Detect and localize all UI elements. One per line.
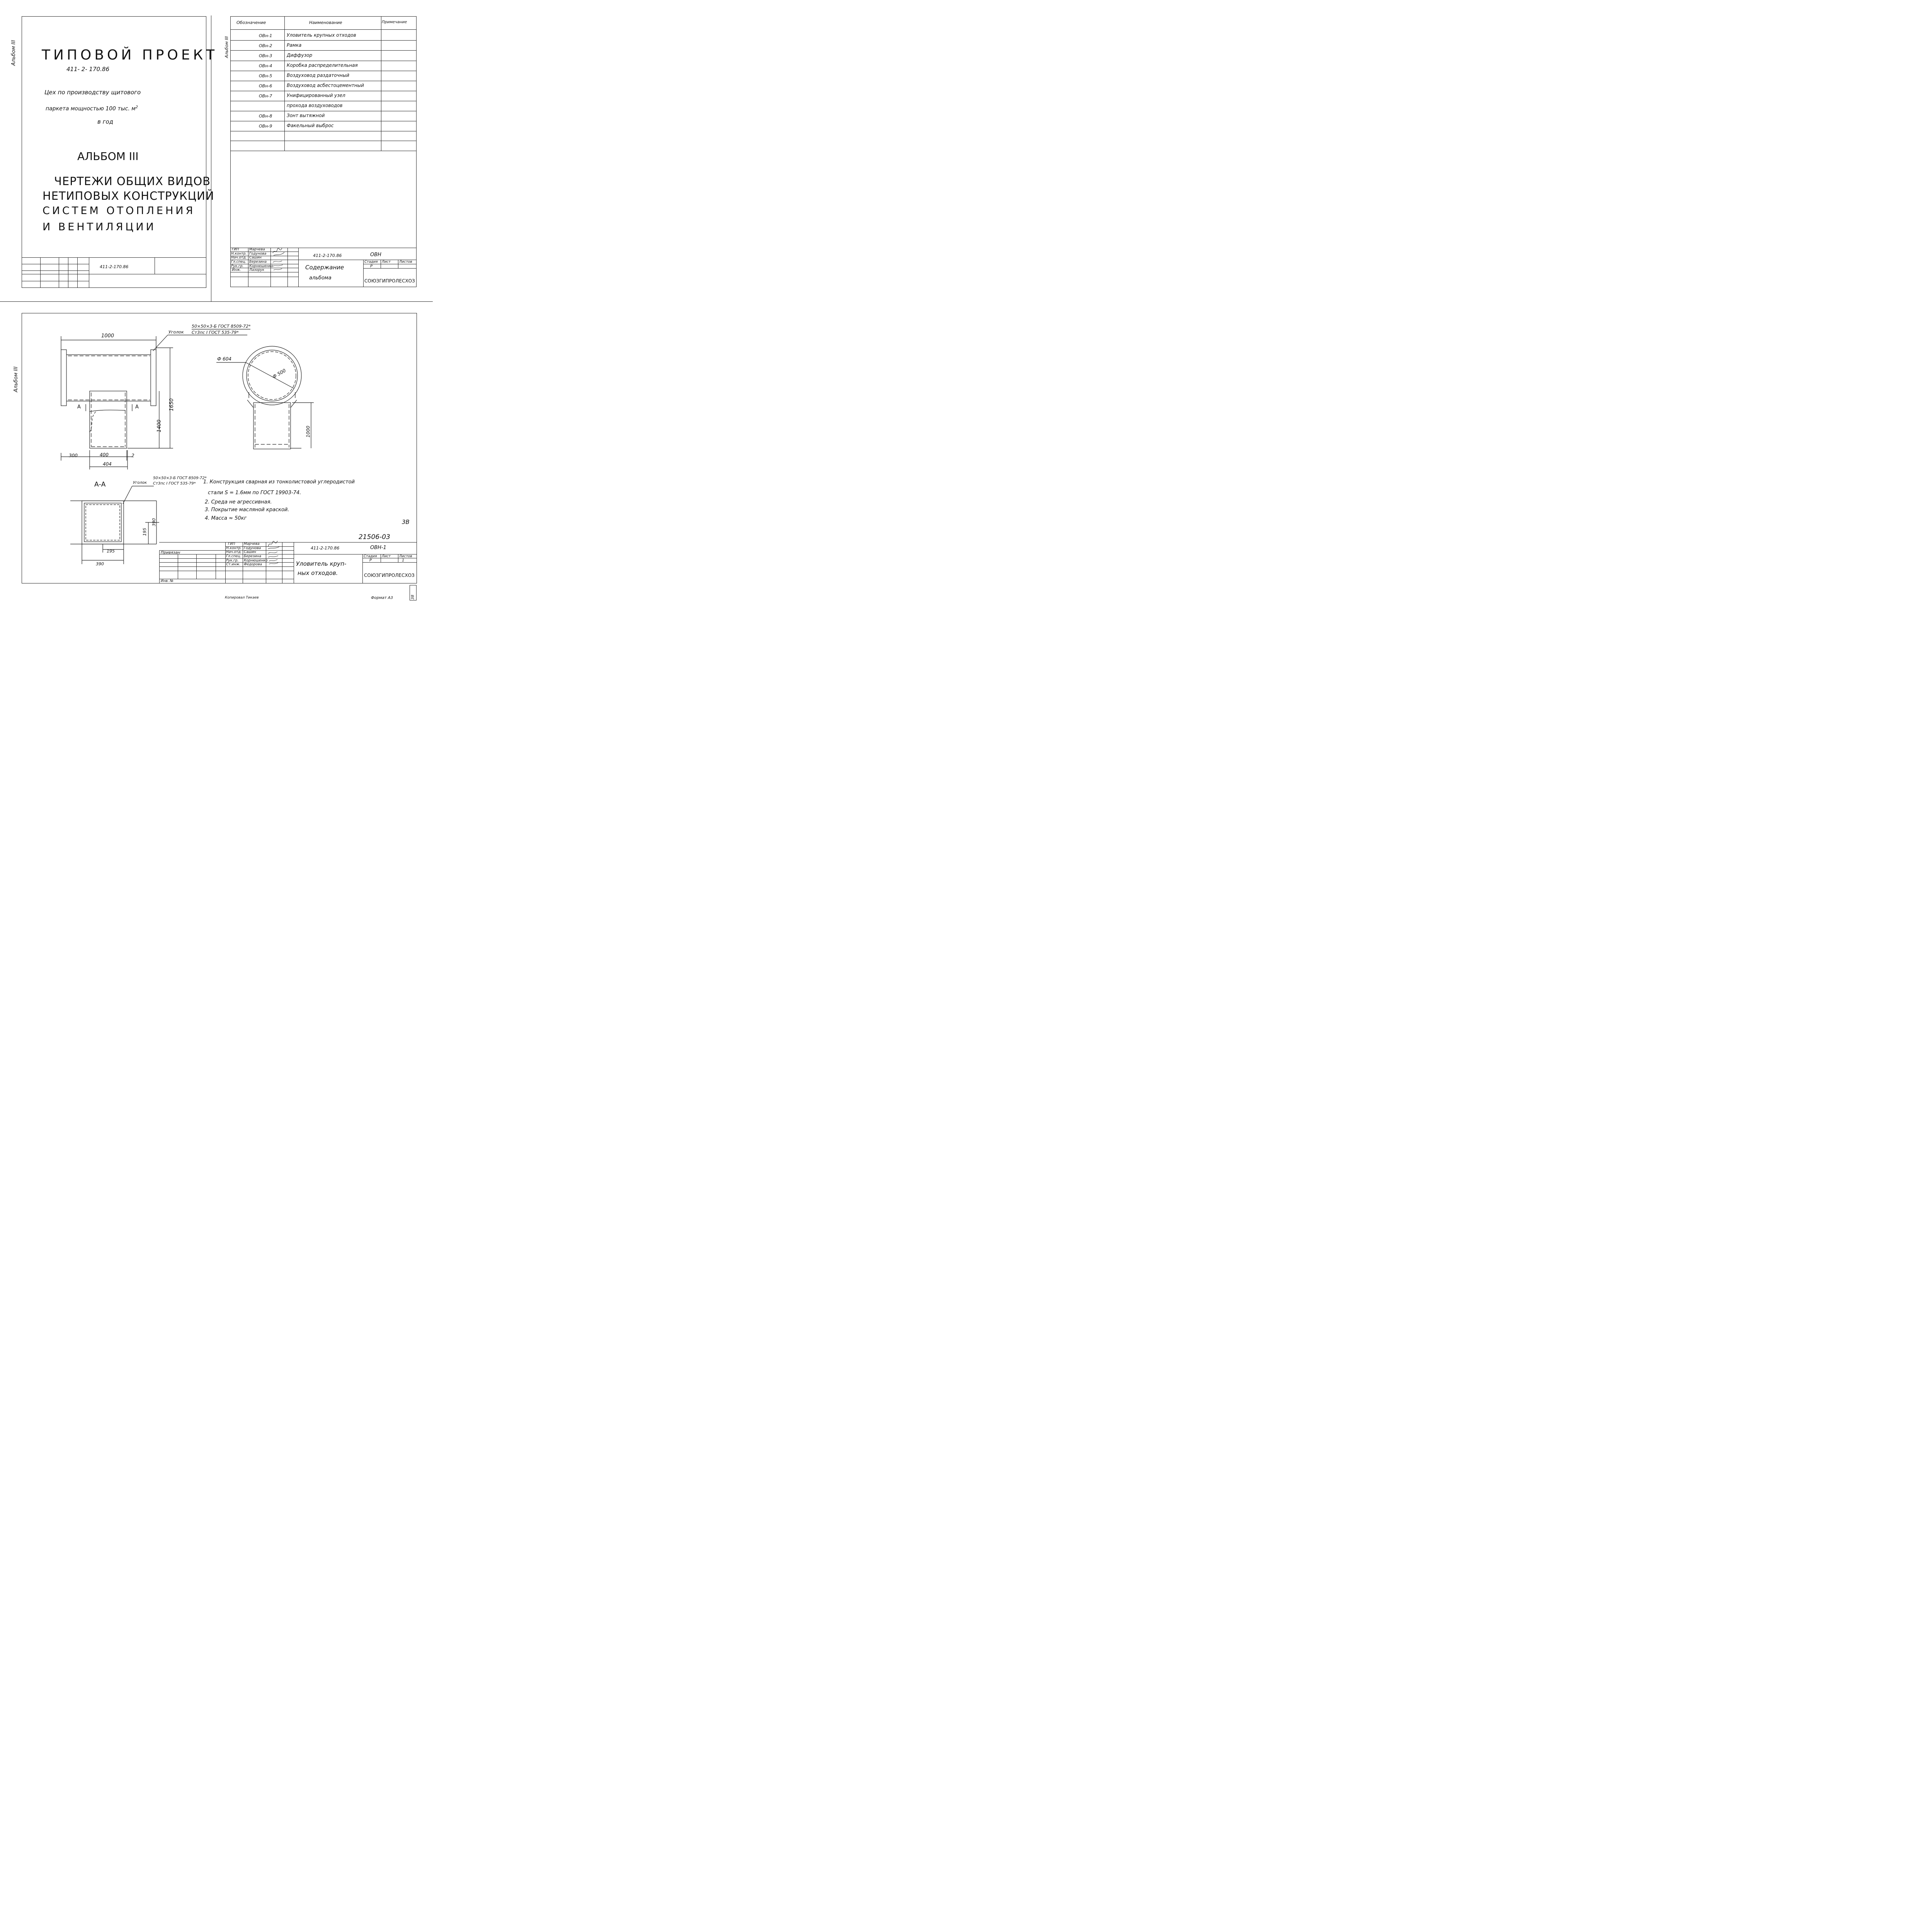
note-1: 1. Конструкция сварная из тонколистовой углеродистой (203, 479, 355, 485)
angle-spec-2-line2: Ст3пс I ГОСТ 535-79* (153, 481, 196, 486)
angle-spec-1-line1: 50×50×3-Б ГОСТ 8509-72* (192, 324, 251, 329)
drawing-album-side-label: Альбом III (13, 366, 19, 392)
contents-row-name: Унифицированный узел (287, 93, 345, 98)
dim-404: 404 (103, 461, 112, 467)
drawing-stamp-stage: Р (369, 558, 372, 563)
contents-row-name: Зонт вытяжной (287, 113, 325, 118)
contents-row-code: ОВн-1 (259, 33, 272, 38)
sheet-mark: 3В (402, 519, 410, 526)
contents-stamp-person: Сашин (249, 256, 262, 260)
contents-stamp-role: Н.контр. (231, 252, 247, 256)
contents-row-code: ОВн-2 (259, 43, 272, 48)
dim-195-vertical: 195 (142, 528, 147, 536)
stamp-inv: Инв. № (161, 579, 174, 583)
dim-300: 300 (69, 453, 78, 458)
note-3: 3. Покрытие масляной краской. (205, 507, 289, 513)
contents-row-name: Диффузор (287, 53, 313, 58)
note-4: 4. Масса ≈ 50кг (205, 515, 247, 521)
cover-sup: 2 (135, 105, 138, 109)
drawing-stamp-role: ГИП (228, 542, 235, 546)
contents-row-code: ОВн-4 (259, 63, 272, 68)
cover-description-line2: паркета мощностью 100 тыс. $м^2$ (46, 105, 138, 112)
drawing-stamp-person: Федорова (244, 563, 262, 566)
drawing-stamp-org: СОЮЗГИПРОЛЕСХОЗ (364, 573, 415, 578)
ugolok-label-1: Уголок (168, 330, 184, 335)
contents-row-code: ОВн-8 (259, 114, 272, 119)
dim-phi500: Ф 500 (271, 367, 287, 380)
footer-page: 38 (410, 595, 415, 600)
dim-phi604: Ф 604 (217, 356, 232, 362)
note-1-cont: стали S = 1.6мм по ГОСТ 19903-74. (208, 490, 301, 496)
contents-stamp-stage-header: Стадия (364, 260, 378, 264)
cover-album-title: АЛЬБОМ III (77, 150, 139, 163)
cover-subtitle-line2: НЕТИПОВЫХ КОНСТРУКЦИЙ (43, 189, 214, 202)
section-mark-right: А (135, 404, 139, 410)
contents-stamp-sheets-header: Листов (399, 260, 412, 264)
section-mark-left: А (77, 404, 81, 410)
contents-stamp-sheet-header: Лист (382, 260, 391, 264)
drawing-stamp-role: Рук.гр. (226, 559, 239, 563)
contents-stamp-person: Лазорук (249, 268, 265, 272)
contents-stamp-role: Инж. (232, 268, 241, 272)
cover-title: ТИПОВОЙ ПРОЕКТ (42, 47, 218, 63)
drawing-stamp-person: Корнюшенко (244, 559, 268, 563)
ovn1-drawing (0, 0, 433, 606)
contents-stamp-org: СОЮЗГИПРОЛЕСХОЗ (364, 278, 415, 284)
note-2: 2. Среда не агрессивная. (205, 499, 272, 505)
cover-project-number: 411- 2- 170.86 (66, 66, 110, 73)
doc-number: 21506-03 (359, 533, 390, 541)
contents-stamp-person: Березина (249, 260, 267, 264)
stamp-privyazan: Привязан (161, 551, 180, 555)
drawing-stamp-sheet: 1 (402, 558, 405, 563)
drawing-stamp-role: Гл.спец. (226, 554, 241, 558)
dim-1400: 1400 (156, 419, 163, 433)
cover-subtitle-line1: ЧЕРТЕЖИ ОБЩИХ ВИДОВ (54, 175, 211, 188)
dim-390-vertical: 390 (151, 518, 156, 526)
drawing-stamp-sheet-header: Лист (382, 554, 391, 558)
contents-header-note: Примечание (382, 20, 407, 24)
contents-row-code: ОВн-9 (259, 124, 272, 129)
cover-stamp-code: 411-2-170.86 (100, 264, 129, 269)
drawing-stamp-person: Березина (244, 554, 261, 558)
section-aa-title: А-А (94, 481, 106, 488)
drawing-stamp-stage-header: Стадия (364, 554, 377, 558)
contents-header-name: Наименование (309, 20, 342, 25)
drawing-stamp-person: Марчева (244, 542, 260, 546)
drawing-stamp-code: 411-2-170.86 (311, 546, 340, 551)
contents-stamp-mark: ОВН (370, 252, 381, 258)
contents-stamp-code: 411-2-170.86 (313, 253, 342, 258)
contents-row-code: ОВн-6 (259, 83, 272, 88)
drawing-stamp-role: Н.контр. (226, 546, 242, 550)
dim-2: 2 (131, 453, 134, 458)
contents-stamp-person: Марчева (249, 248, 265, 252)
contents-stamp-role: Рук.гр. (231, 264, 244, 268)
contents-row-name: Уловитель крупных отходов (287, 32, 356, 38)
cover-description-line1: Цех по производству щитового (44, 89, 141, 96)
contents-row-name: Коробка распределительная (287, 63, 358, 68)
contents-row-name: прохода воздуховодов (287, 103, 343, 108)
ugolok-label-2: Уголок (133, 481, 147, 485)
dim-390-horizontal: 390 (96, 561, 104, 566)
drawing-stamp-title-line1: Уловитель круп- (296, 560, 347, 567)
drawing-stamp-sheets-header: Листов (399, 554, 412, 558)
cover-album-side-label: Альбом III (11, 40, 17, 66)
contents-stamp-role: ГИП (232, 248, 239, 252)
contents-header-designation: Обозначение (236, 20, 266, 25)
cover-subtitle-line3: СИСТЕМ ОТОПЛЕНИЯ (43, 205, 196, 217)
drawing-stamp-mark: ОВН-1 (370, 545, 386, 551)
contents-stamp-role: Нач.отд. (231, 256, 247, 260)
drawing-stamp-person: Годунова (244, 546, 261, 550)
contents-row-name: Факельный выброс (287, 123, 334, 128)
contents-stamp-stage: Р (370, 264, 373, 269)
contents-stamp-person: Годунова (249, 252, 267, 256)
contents-album-side-label: Альбом III (224, 36, 229, 58)
contents-row-name: Воздуховод асбестоцементный (287, 83, 364, 88)
contents-row-name: Воздуховод раздаточный (287, 73, 349, 78)
drawing-stamp-role: Ст.инж. (226, 563, 241, 566)
cover-description-line3: в год (97, 118, 114, 125)
dim-1000-vertical: 1000 (305, 425, 311, 438)
footer-format: Формат А3 (371, 596, 393, 600)
cover-subtitle-line4: И ВЕНТИЛЯЦИИ (43, 221, 156, 233)
drawing-stamp-role: Нач.отд. (226, 550, 242, 554)
contents-row-code: ОВн-5 (259, 73, 272, 78)
dim-195-horizontal: 195 (107, 549, 115, 554)
contents-row-name: Рамка (287, 43, 302, 48)
contents-stamp-person: Корнюшенко (249, 264, 273, 268)
contents-stamp-title-line2: альбома (309, 275, 332, 281)
drawing-stamp-person: Сашин (244, 550, 256, 554)
drawing-stamp-title-line2: ных отходов. (298, 570, 338, 577)
contents-stamp-role: Гл.спец. (231, 260, 246, 264)
angle-spec-1-line2: Ст3пс I ГОСТ 535-79* (192, 330, 239, 335)
drawing-stamp-signatures (266, 539, 282, 567)
angle-spec-2-line1: 50×50×3-Б ГОСТ 8509-72* (153, 476, 207, 480)
dim-1650: 1650 (169, 398, 175, 412)
contents-stamp-title-line1: Содержание (305, 264, 344, 271)
dim-1000-top: 1000 (101, 333, 114, 339)
contents-row-code: ОВн-7 (259, 94, 272, 99)
contents-row-code: ОВн-3 (259, 53, 272, 58)
dim-400: 400 (100, 452, 109, 457)
footer-copied: Копировал Тикаев (225, 596, 259, 600)
